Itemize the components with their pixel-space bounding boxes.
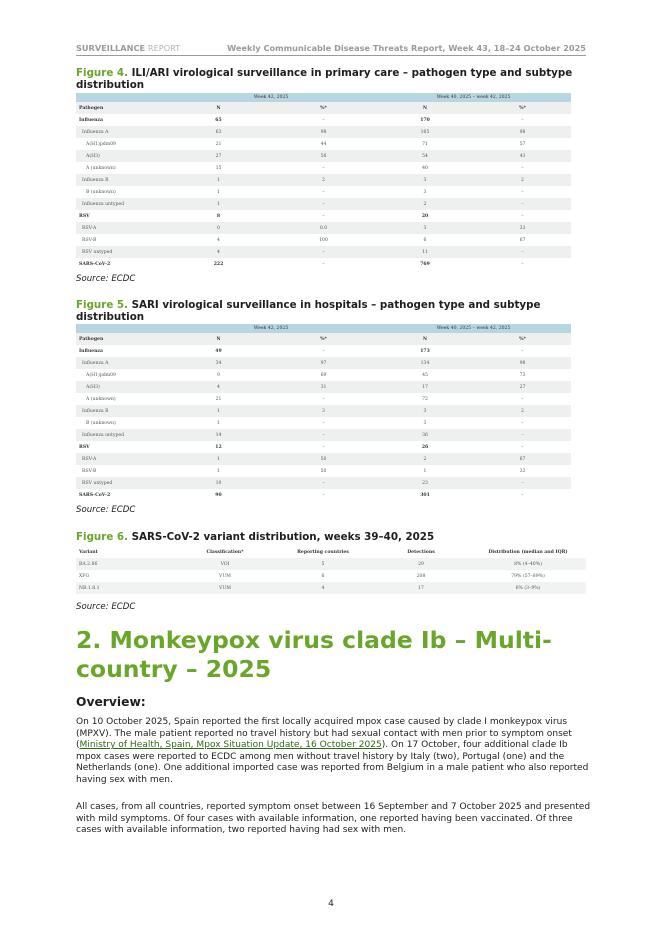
table-row: A(H1)pdm09 21 44 71 57 xyxy=(86,141,526,147)
table-row: RSV untyped 10 – 23 – xyxy=(76,477,571,489)
overview-heading: Overview: xyxy=(76,695,146,709)
table-row: Influenza 65 – 170 – xyxy=(79,117,524,123)
figure-4-title: Figure 4. ILI/ARI virological surveillance in primary care – pathogen type and subtype distribution xyxy=(76,67,573,91)
table-group-header: Week 42, 2025 Week 40, 2025 – week 42, 2025 xyxy=(76,93,571,102)
figure-5-title: Figure 5. SARI virological surveillance in hospitals – pathogen type and subtype distribution xyxy=(76,299,541,323)
report-label: SURVEILLANCE REPORT xyxy=(76,43,181,53)
table-row: Influenza A 34 97 134 98 xyxy=(76,357,571,369)
table-row: BA.2.86 VOI 5 29 8% (4–40%) xyxy=(76,558,586,570)
page-number: 4 xyxy=(328,899,334,909)
table-row: SARS-CoV-2 222 – 769 – xyxy=(79,261,524,267)
page-header xyxy=(76,43,586,56)
table-header-row: Variant Classification* Reporting countries Detections Distribution (median and IQR) xyxy=(76,546,586,558)
table-row: RSV-B 1 50 1 33 xyxy=(82,468,526,474)
table-row: Influenza untyped 14 – 36 – xyxy=(76,429,571,441)
table-row: A(H1)pdm09 9 69 45 73 xyxy=(86,372,526,378)
table-row: A (unknown) 15 – 40 – xyxy=(86,165,524,171)
table-row: NB.1.8.1 VUM 4 17 6% (3–9%) xyxy=(76,582,586,594)
table-row: RSV-A 1 50 2 67 xyxy=(76,453,571,465)
table-group-header: Week 42, 2025 Week 40, 2025 – week 42, 2025 xyxy=(76,324,571,333)
table-row: A(H3) 4 31 17 27 xyxy=(76,381,571,393)
table-row: XFG VUM 6 208 79% (57–89%) xyxy=(76,570,586,582)
report-title: Weekly Communicable Disease Threats Report, Week 43, 18–24 October 2025 xyxy=(227,43,586,53)
figure-4-table xyxy=(76,93,571,270)
table-row: A (unknown) 21 – 72 – xyxy=(86,396,524,402)
table-row: RSV-A 0 0.0 3 33 xyxy=(76,222,571,234)
table-row: Influenza 49 – 173 – xyxy=(79,348,524,354)
table-row: RSV 8 – 20 – xyxy=(79,213,524,219)
figure-5-table xyxy=(76,324,571,501)
table-row: Influenza B 1 2 3 2 xyxy=(76,174,571,186)
table-header-row: Pathogen N %* N %* xyxy=(76,333,571,345)
table-row: A(H3) 27 58 54 43 xyxy=(76,150,571,162)
table-row: Influenza B 1 3 3 2 xyxy=(76,405,571,417)
overview-paragraph-1: On 10 October 2025, Spain reported the first locally acquired mpox case caused by clade I monkeypox virus (MPXV). The male patient reported no travel history but had sexual contact with men prior to symptom onset (Ministry of Health, Spain, Mpox Situation Update, 16 October 2025). On 17 October, four additional clade Ib mpox cases were reported to ECDC among men without travel history by Italy (two), Portugal (one) and the Netherlands (one). One additional imported case was reported from Belgium in a male patient who also reported having sex with men. xyxy=(76,717,589,785)
figure-6-source: Source: ECDC xyxy=(76,602,136,612)
figure-6-title: Figure 6. SARS-CoV-2 variant distribution, weeks 39–40, 2025 xyxy=(76,531,435,543)
table-row: RSV-B 4 100 6 67 xyxy=(82,237,526,243)
table-row: B (unknown) 1 – 3 – xyxy=(86,189,524,195)
overview-paragraph-2: All cases, from all countries, reported symptom onset between 16 September and 7 October 2025 and presented with mild symptoms. Of four cases with available information, one reported having been vaccinated. Of three cases with available information, two reported having had sex with men. xyxy=(76,802,591,836)
figure-4-source: Source: ECDC xyxy=(76,274,136,284)
table-header-row: Pathogen N %* N %* xyxy=(76,102,571,114)
table-row: Influenza untyped 1 – 2 – xyxy=(76,198,571,210)
table-row: RSV 12 – 26 – xyxy=(79,444,524,450)
table-row: RSV untyped 4 – 11 – xyxy=(76,246,571,258)
table-row: Influenza A 63 98 165 98 xyxy=(76,126,571,138)
table-row: SARS-CoV-2 90 – 301 – xyxy=(79,492,524,498)
ministry-of-health-link[interactable]: Ministry of Health, Spain, Mpox Situation Update, 16 October 2025 xyxy=(79,740,382,751)
figure-6-table xyxy=(76,546,586,594)
table-row: B (unknown) 1 – 3 – xyxy=(86,420,524,426)
figure-5-source: Source: ECDC xyxy=(76,505,136,515)
section-heading: 2. Monkeypox virus clade Ib – Multi-country – 2025 xyxy=(76,626,552,683)
